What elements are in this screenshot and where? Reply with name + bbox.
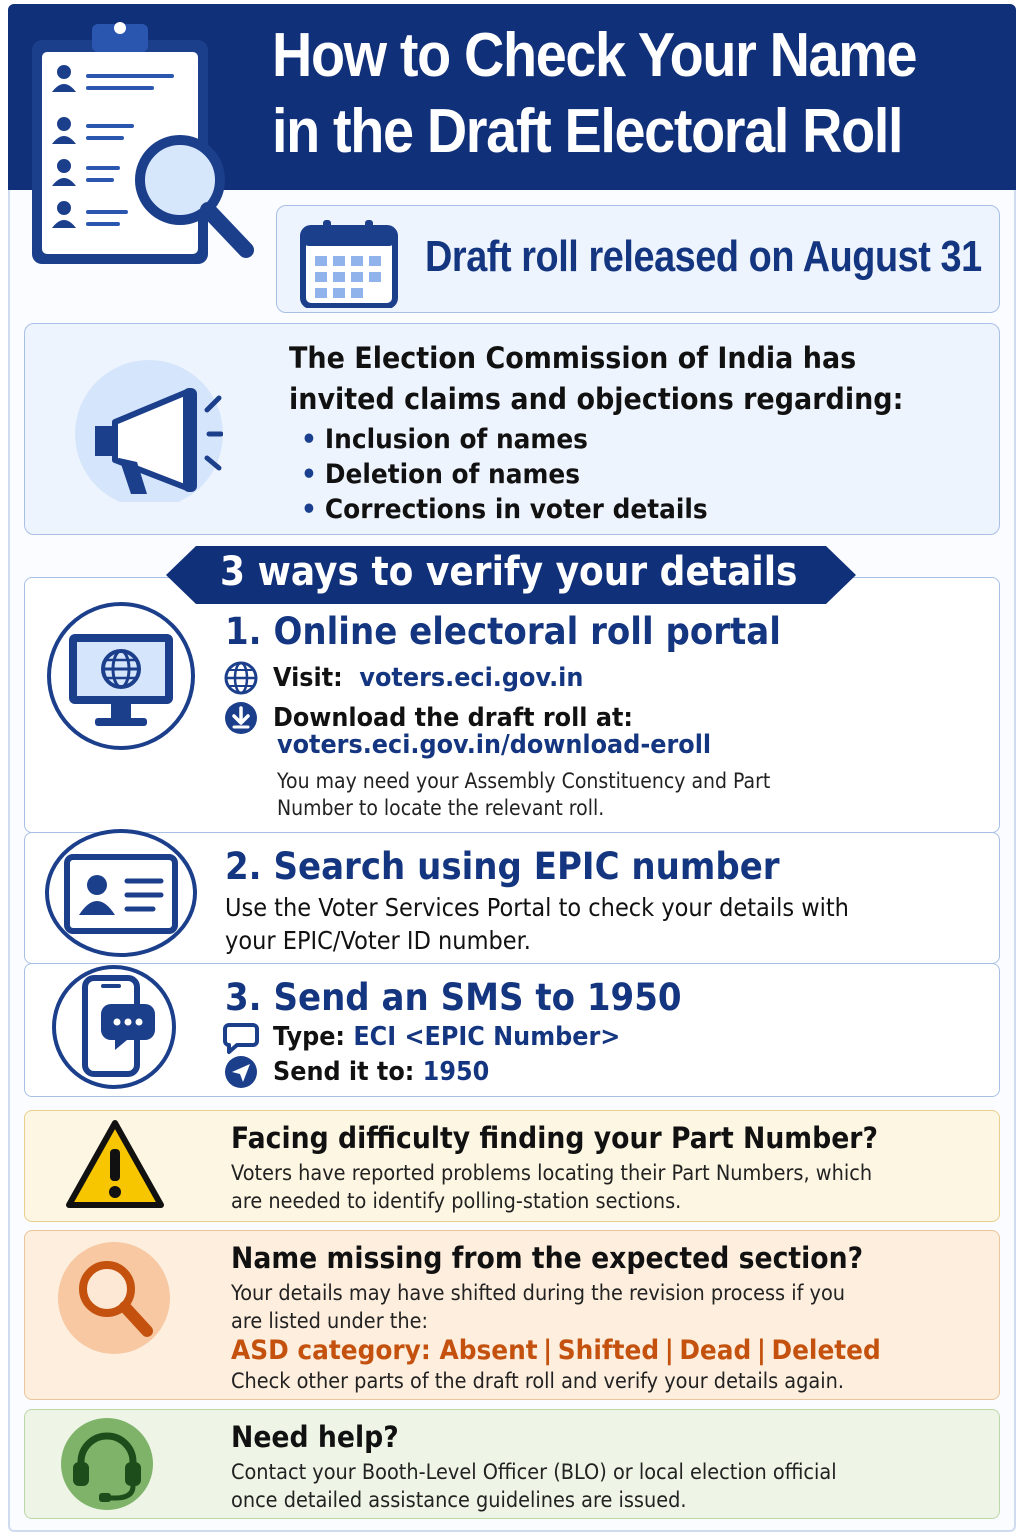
asd-item-shifted: Shifted — [557, 1335, 660, 1366]
claims-list — [301, 422, 743, 527]
list-item: • Corrections in voter details — [301, 492, 708, 527]
monitor-globe-icon — [45, 600, 197, 752]
download-label: Download the draft roll at: — [273, 703, 633, 733]
part-number-title: Facing difficulty finding your Part Number? — [231, 1121, 878, 1155]
draft-release-card — [276, 205, 1000, 313]
asd-label: ASD category: — [231, 1335, 431, 1366]
part-number-alert — [24, 1110, 1000, 1222]
sms-type-value: ECI <EPIC Number> — [353, 1022, 621, 1052]
name-missing-title: Name missing from the expected section? — [231, 1241, 864, 1275]
need-help-body: Contact your Booth-Level Officer (BLO) or local election official once detailed assistance guidelines are issued. — [231, 1460, 837, 1512]
sms-send-row — [223, 1054, 508, 1090]
globe-icon — [223, 660, 259, 696]
download-url-link[interactable]: voters.eci.gov.in/download-eroll — [277, 730, 712, 760]
list-item: • Deletion of names — [301, 457, 708, 492]
name-missing-body: Your details may have shifted during the revision process if you are listed under the: — [231, 1281, 846, 1333]
part-number-body: Voters have reported problems locating their Part Numbers, which are needed to identify polling-station sections. — [231, 1161, 873, 1213]
sms-send-value: 1950 — [422, 1057, 490, 1087]
need-help-title: Need help? — [231, 1420, 399, 1454]
phone-chat-icon — [51, 964, 177, 1090]
visit-label: Visit: — [273, 663, 343, 693]
asd-category-line: ASD category: Absent | Shifted | Dead | Deleted — [231, 1335, 881, 1366]
sms-send-label: Send it to: — [273, 1057, 415, 1087]
asd-item-dead: Dead — [679, 1335, 752, 1366]
way-sms-title: 3. Send an SMS to 1950 — [225, 976, 682, 1019]
calendar-icon — [299, 218, 399, 308]
way-online-title: 1. Online electoral roll portal — [225, 610, 781, 653]
claims-card — [24, 323, 1000, 535]
portal-note: You may need your Assembly Constituency and Part Number to locate the relevant roll. — [277, 769, 771, 820]
name-missing-alert — [24, 1230, 1000, 1400]
title-line-2: in the Draft Electoral Roll — [272, 97, 903, 166]
way-sms-card — [24, 963, 1000, 1097]
way-epic-title: 2. Search using EPIC number — [225, 845, 780, 888]
id-card-icon — [45, 829, 197, 957]
visit-row — [223, 660, 610, 696]
title-line-1: How to Check Your Name — [272, 21, 917, 90]
draft-release-text: Draft roll released on August 31 — [425, 232, 982, 281]
visit-url-link[interactable]: voters.eci.gov.in — [359, 663, 584, 693]
way-online-portal-card — [24, 577, 1000, 833]
list-item: • Inclusion of names — [301, 422, 708, 457]
sms-type-row — [223, 1019, 651, 1055]
send-icon — [223, 1054, 259, 1090]
chat-bubble-icon — [223, 1019, 259, 1055]
way-epic-card — [24, 832, 1000, 964]
way-epic-desc: Use the Voter Services Portal to check your details with your EPIC/Voter ID number. — [225, 893, 849, 955]
ways-banner-text: 3 ways to verify your details — [220, 549, 798, 595]
asd-item-deleted: Deleted — [771, 1335, 881, 1366]
download-icon — [223, 700, 259, 736]
claims-intro: The Election Commission of India has invited claims and objections regarding: — [289, 341, 904, 416]
asd-item-absent: Absent — [439, 1335, 538, 1366]
warning-icon — [63, 1117, 167, 1211]
sms-type-label: Type: — [273, 1022, 345, 1052]
clipboard-search-icon — [22, 14, 272, 264]
need-help-card — [24, 1409, 1000, 1519]
name-missing-footer: Check other parts of the draft roll and verify your details again. — [231, 1369, 845, 1393]
magnifier-icon — [55, 1239, 173, 1357]
headset-icon — [59, 1416, 155, 1512]
page-title — [272, 18, 938, 170]
megaphone-icon — [75, 334, 223, 502]
